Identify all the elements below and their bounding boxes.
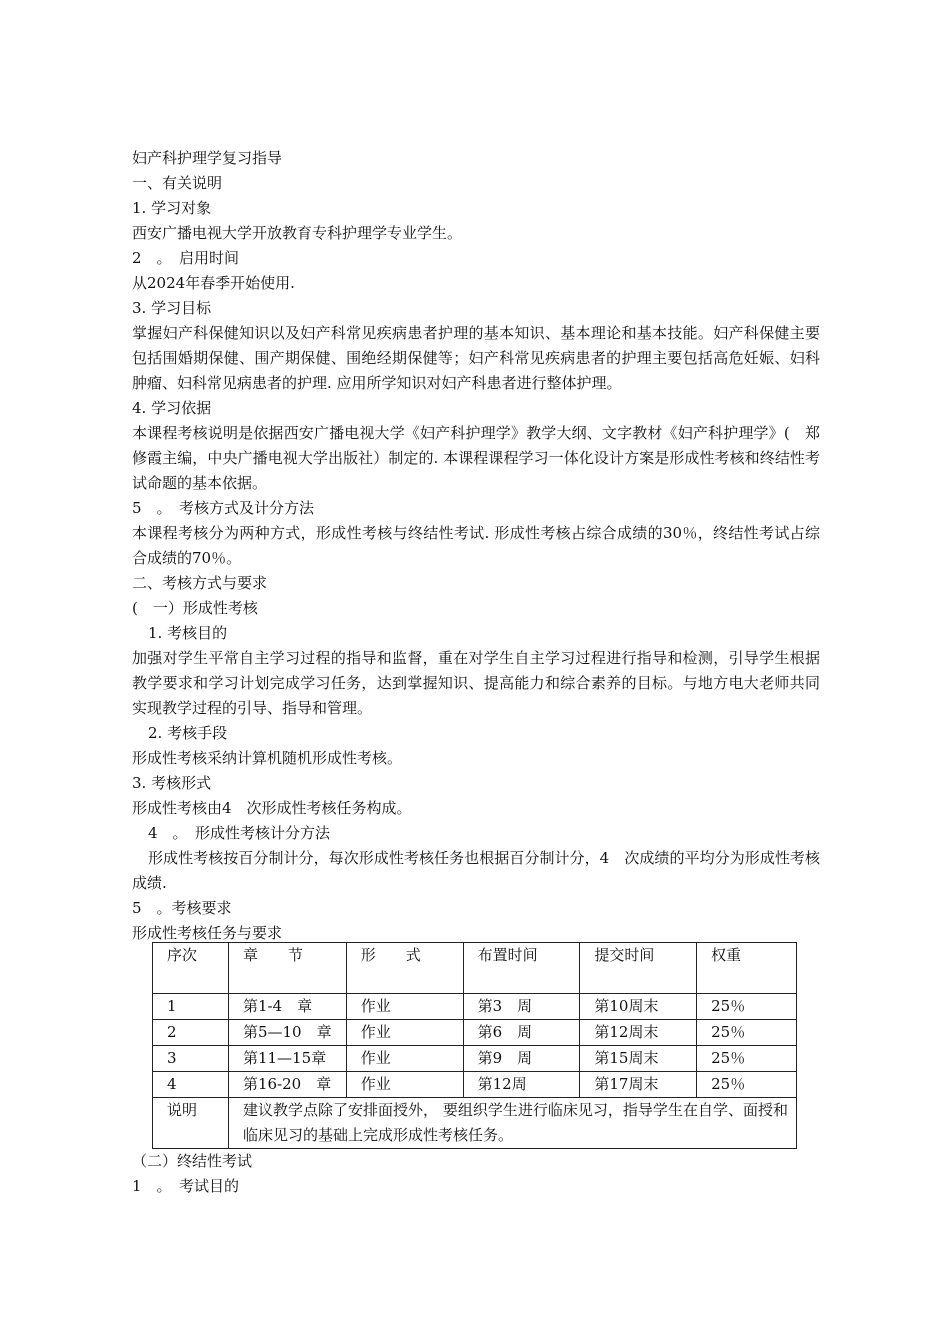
item-text: 加强对学生平常自主学习过程的指导和监督，重在对学生自主学习过程进行指导和检测，引导学生根据教学要求和学习计划完成学习任务，达到掌握知识、提高能力和综合素养的目标。与地方电大老师共同实现教学过程的引导、指导和管理。 — [132, 649, 820, 717]
subsection-heading: ( 一）形成性考核 — [132, 599, 258, 617]
item-text: 西安广播电视大学开放教育专科护理学专业学生。 — [132, 224, 463, 242]
item-text: 本课程考核分为两种方式，形成性考核与终结性考试. 形成性考核占综合成绩的30％，终结性考试占综合成绩的70％。 — [132, 524, 820, 567]
table-cell: 第12周末 — [580, 1020, 697, 1046]
table-cell: 作业 — [346, 1020, 463, 1046]
table-cell: 第6 周 — [463, 1020, 580, 1046]
table-cell: 第16-20 章 — [228, 1072, 346, 1098]
item-heading: 4. 学习依据 — [132, 399, 212, 417]
table-cell: 第5—10 章 — [228, 1020, 346, 1046]
item-text: 掌握妇产科保健知识以及妇产科常见疾病患者护理的基本知识、基本理论和基本技能。妇产科保健主要包括围婚期保健、围产期保健、围绝经期保健等；妇产科常见疾病患者的护理主要包括高危妊娠、妇科肿瘤、妇科常见病患者的护理. 应用所学知识对妇产科患者进行整体护理。 — [132, 324, 820, 392]
item-heading: 2 。 启用时间 — [132, 249, 240, 267]
table-cell: 作业 — [346, 1072, 463, 1098]
table-cell: 25％ — [697, 994, 797, 1020]
table-cell: 3 — [153, 1046, 229, 1072]
table-row — [153, 1072, 797, 1098]
table-cell: 第17周末 — [580, 1072, 697, 1098]
table-header: 提交时间 — [580, 943, 697, 994]
subsection-heading: （二）终结性考试 — [132, 1152, 253, 1170]
table-cell: 25％ — [697, 1046, 797, 1072]
item-heading: 1. 学习对象 — [132, 199, 212, 217]
table-row — [153, 1046, 797, 1072]
section-heading-2: 二、考核方式与要求 — [132, 574, 268, 592]
item-heading: 1. 考核目的 — [148, 624, 228, 642]
table-cell: 第3 周 — [463, 994, 580, 1020]
table-caption: 形成性考核任务与要求 — [132, 924, 283, 942]
table-cell: 25％ — [697, 1020, 797, 1046]
table-header: 权重 — [697, 943, 797, 994]
document-title: 妇产科护理学复习指导 — [132, 149, 283, 167]
item-heading: 5 。 考核方式及计分方法 — [132, 499, 315, 517]
item-text: 形成性考核按百分制计分，每次形成性考核任务也根据百分制计分，4 次成绩的平均分为形成性考核成绩. — [132, 849, 820, 892]
table-cell: 作业 — [346, 1046, 463, 1072]
table-header: 章 节 — [228, 943, 346, 994]
table-cell: 第9 周 — [463, 1046, 580, 1072]
table-cell: 第11—15章 — [228, 1046, 346, 1072]
item-heading: 1 。 考试目的 — [132, 1177, 240, 1195]
table-row — [153, 1020, 797, 1046]
item-text: 形成性考核采纳计算机随机形成性考核。 — [132, 749, 403, 767]
table-note-label: 说明 — [153, 1098, 229, 1149]
table-cell: 2 — [153, 1020, 229, 1046]
table-cell: 第12周 — [463, 1072, 580, 1098]
table-cell: 作业 — [346, 994, 463, 1020]
table-header: 形 式 — [346, 943, 463, 994]
item-heading: 4 。 形成性考核计分方法 — [148, 824, 331, 842]
item-heading: 5 。考核要求 — [132, 899, 232, 917]
document-body — [132, 146, 820, 946]
table-header-row — [153, 943, 797, 994]
table-row — [153, 994, 797, 1020]
item-heading: 2. 考核手段 — [148, 724, 228, 742]
item-heading: 3. 学习目标 — [132, 299, 212, 317]
table-cell: 第15周末 — [580, 1046, 697, 1072]
item-heading: 3. 考核形式 — [132, 774, 212, 792]
section-heading-1: 一、有关说明 — [132, 174, 223, 192]
table-cell: 4 — [153, 1072, 229, 1098]
table-cell: 第1-4 章 — [228, 994, 346, 1020]
table-header: 布置时间 — [463, 943, 580, 994]
task-table — [152, 942, 797, 1149]
table-cell: 1 — [153, 994, 229, 1020]
table-note-text: 建议教学点除了安排面授外， 要组织学生进行临床见习，指导学生在自学、面授和临床见习的基础上完成形成性考核任务。 — [228, 1098, 796, 1149]
item-text: 形成性考核由4 次形成性考核任务构成。 — [132, 799, 412, 817]
table-cell: 第10周末 — [580, 994, 697, 1020]
item-text: 从2024年春季开始使用. — [132, 274, 295, 292]
item-text: 本课程考核说明是依据西安广播电视大学《妇产科护理学》教学大纲、文字教材《妇产科护理学》( 郑修霞主编，中央广播电视大学出版社）制定的. 本课程课程学习一体化设计方案是形成性考核和终结性考试命题的基本依据。 — [132, 424, 820, 492]
table-header: 序次 — [153, 943, 229, 994]
table-cell: 25％ — [697, 1072, 797, 1098]
table-note-row — [153, 1098, 797, 1149]
document-continuation — [132, 1149, 820, 1199]
